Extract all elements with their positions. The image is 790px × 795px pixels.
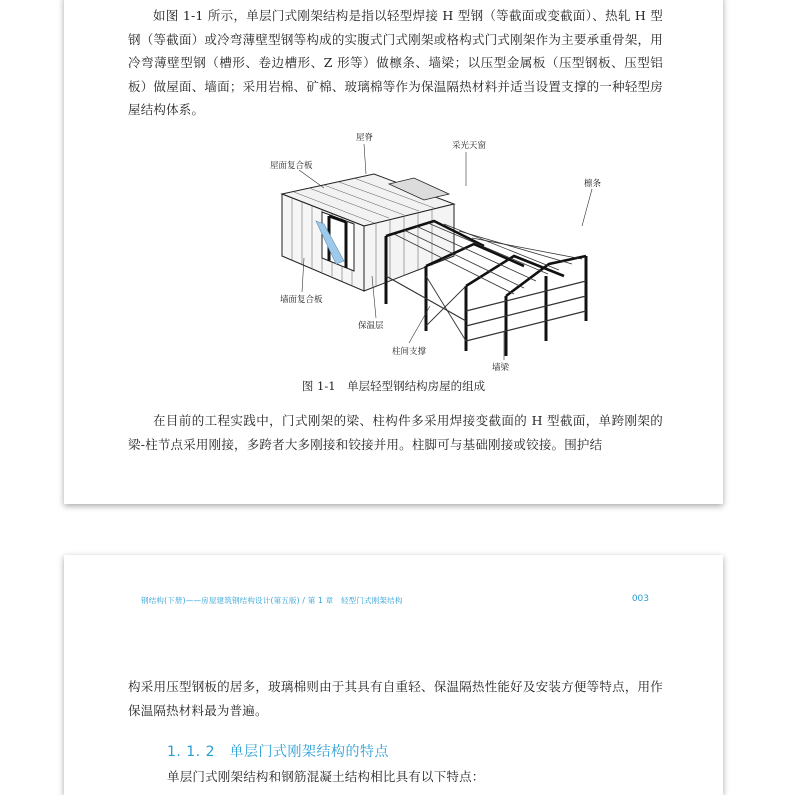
running-header: 钢结构(下册)——房屋建筑钢结构设计(第五版) / 第 1 章 轻型门式刚架结构 [141, 596, 403, 605]
label-roof-panel: 屋面复合板 [270, 161, 313, 171]
label-wall-girt: 墙梁 [492, 363, 510, 373]
label-wall-panel: 墙面复合板 [280, 295, 323, 305]
label-column-bracing: 柱间支撑 [392, 347, 427, 357]
section-heading: 1. 1. 2 单层门式刚架结构的特点 [167, 744, 390, 760]
label-ridge: 屋脊 [356, 133, 374, 143]
document-page-2 [64, 555, 723, 795]
document-page-1 [64, 0, 723, 504]
figure-caption: 图 1-1 单层轻型钢结构房屋的组成 [301, 379, 486, 393]
label-insulation: 保温层 [358, 321, 384, 331]
label-skylight: 采光天窗 [452, 141, 487, 151]
page-number: 003 [631, 594, 649, 604]
paragraph-practice: 在目前的工程实践中，门式刚架的梁、柱构件多采用焊接变截面的 H 型截面，单跨刚架的梁-柱节点采用刚接，多跨者大多刚接和铰接并用。柱脚可与基础刚接或铰接。围护结 [128, 413, 663, 452]
building-structure-figure [204, 126, 604, 376]
paragraph-features-intro: 单层门式刚架结构和钢筋混凝土结构相比具有以下特点： [167, 769, 485, 784]
paragraph-intro: 如图 1-1 所示，单层门式刚架结构是指以轻型焊接 H 型钢（等截面或变截面）、热轧 H 型钢（等截面）或冷弯薄壁型钢等构成的实腹式门式刚架或格构式门式刚架作为主要承重骨架，用冷弯薄壁型钢（槽形、卷边槽形、Z 形等）做檩条、墙梁；以压型金属板（压型钢板、压型铝板）做屋面、墙面；采用岩棉、矿棉、玻璃棉等作为保温隔热材料并适当设置支撑的一种轻型房屋结构体系。 [128, 8, 663, 118]
paragraph-continuation: 构采用压型钢板的居多，玻璃棉则由于其具有自重轻、保温隔热性能好及安装方便等特点，用作保温隔热材料最为普遍。 [128, 679, 663, 718]
label-purlin: 檩条 [584, 179, 602, 189]
